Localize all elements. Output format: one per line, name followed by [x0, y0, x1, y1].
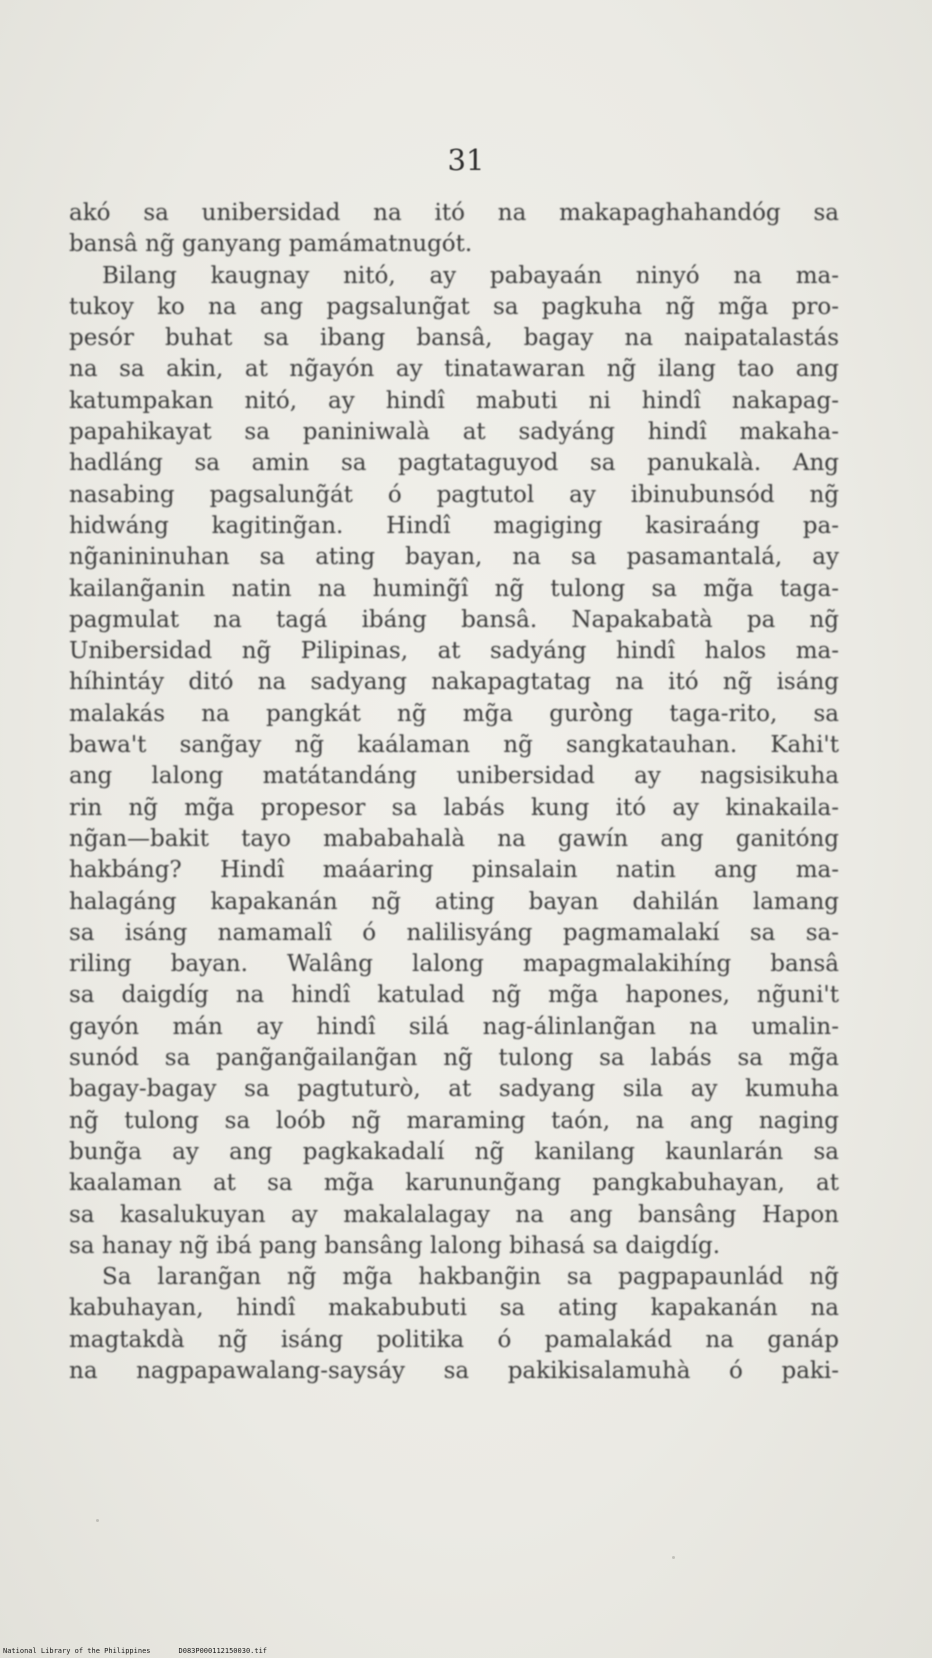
text-line: Unibersidad ng̃ Pilipinas, at sadyáng hindî halos ma- — [69, 638, 839, 665]
text-line: bagay-bagay sa pagtuturò, at sadyang sila ay kumuha — [69, 1076, 839, 1103]
text-line: papahikayat sa paniniwalà at sadyáng hindî makaha- — [69, 419, 839, 446]
text-line: ng̃anininuhan sa ating bayan, na sa pasamantalá, ay — [69, 544, 839, 571]
text-line: hakbáng? Hindî maáaring pinsalain natin ang ma- — [69, 857, 839, 884]
text-line: kaalaman at sa mg̃a karunung̃ang pangkabuhayan, at — [69, 1170, 839, 1197]
body-text — [69, 198, 839, 1387]
text-line: ng̃an—bakit tayo mababahalà na gawín ang ganitóng — [69, 825, 839, 852]
text-line: bung̃a ay ang pagkakadalí ng̃ kanilang kaunlarán sa — [69, 1138, 839, 1165]
text-line: na nagpapawalang-saysáy sa pakikisalamuhà ó paki- — [69, 1357, 839, 1384]
text-line: kabuhayan, hindî makabubuti sa ating kapakanán na — [69, 1295, 839, 1322]
text-line: halagáng kapakanán ng̃ ating bayan dahilán lamang — [69, 888, 839, 915]
text-line: nasabing pagsalung̃át ó pagtutol ay ibinubunsód ng̃ — [69, 481, 839, 508]
text-line: rin ng̃ mg̃a propesor sa labás kung itó ay kinakaila- — [69, 794, 839, 821]
text-line: bansâ ng̃ ganyang pamámatnugót. — [69, 231, 473, 258]
text-line: hidwáng kagiting̃an. Hindî magiging kasiraáng pa- — [69, 512, 839, 539]
dust-speck — [672, 1556, 675, 1559]
text-line: pagmulat na tagá ibáng bansâ. Napakabatà pa ng̃ — [69, 606, 839, 633]
text-line: sa isáng namamalî ó nalilisyáng pagmamalakí sa sa- — [69, 919, 839, 946]
text-line: gayón mán ay hindî silá nag-álinlang̃an na umalin- — [69, 1013, 839, 1040]
text-line: kailang̃anin natin na huming̃î ng̃ tulong sa mg̃a taga- — [69, 575, 839, 602]
text-line: hadláng sa amin sa pagtataguyod sa panukalà. Ang — [69, 450, 839, 477]
text-line: Bilang kaugnay nitó, ay pabayaán ninyó na ma- — [102, 262, 839, 289]
text-line: Sa larang̃an ng̃ mg̃a hakbang̃in sa pagpapaunlád ng̃ — [102, 1264, 839, 1291]
text-line: magtakdà ng̃ isáng politika ó pamalakád na ganáp — [69, 1326, 839, 1353]
text-line: riling bayan. Walâng lalong mapagmalakihíng bansâ — [69, 951, 839, 978]
text-line: akó sa unibersidad na itó na makapaghahandóg sa — [69, 200, 839, 226]
text-line: sa hanay ng̃ ibá pang bansâng lalong bihasá sa daigdíg. — [69, 1232, 721, 1259]
footer-caption — [3, 1647, 267, 1655]
text-line: híhintáy ditó na sadyang nakapagtatag na itó ng̃ isáng — [69, 669, 839, 696]
text-line: ang lalong matátandáng unibersidad ay nagsisikuha — [69, 763, 839, 790]
text-line: pesór buhat sa ibang bansâ, bagay na naipatalastás — [69, 325, 839, 352]
text-line: sa daigdíg na hindî katulad ng̃ mg̃a hapones, ng̃uni't — [69, 982, 839, 1009]
text-line: tukoy ko na ang pagsalung̃at sa pagkuha ng̃ mg̃a pro- — [69, 293, 839, 320]
page-number: 31 — [447, 143, 485, 177]
footer-source: National Library of the Philippines — [3, 1647, 151, 1655]
text-line: ng̃ tulong sa loób ng̃ maraming taón, na ang naging — [69, 1107, 839, 1134]
text-line: katumpakan nitó, ay hindî mabuti ni hindî nakapag- — [69, 387, 839, 414]
footer-file-code: D083P000112150030.tif — [178, 1647, 268, 1655]
dust-speck — [96, 1519, 99, 1522]
text-line: bawa't sang̃ay ng̃ kaálaman ng̃ sangkatauhan. Kahi't — [69, 732, 839, 759]
text-line: sunód sa pang̃ang̃ailang̃an ng̃ tulong sa labás sa mg̃a — [69, 1045, 839, 1072]
text-line: na sa akin, at ng̃ayón ay tinatawaran ng̃ ilang tao ang — [69, 356, 839, 383]
text-line: sa kasalukuyan ay makalalagay na ang bansâng Hapon — [69, 1201, 839, 1228]
text-line: malakás na pangkát ng̃ mg̃a gurò̀ng taga-rito, sa — [69, 700, 839, 727]
